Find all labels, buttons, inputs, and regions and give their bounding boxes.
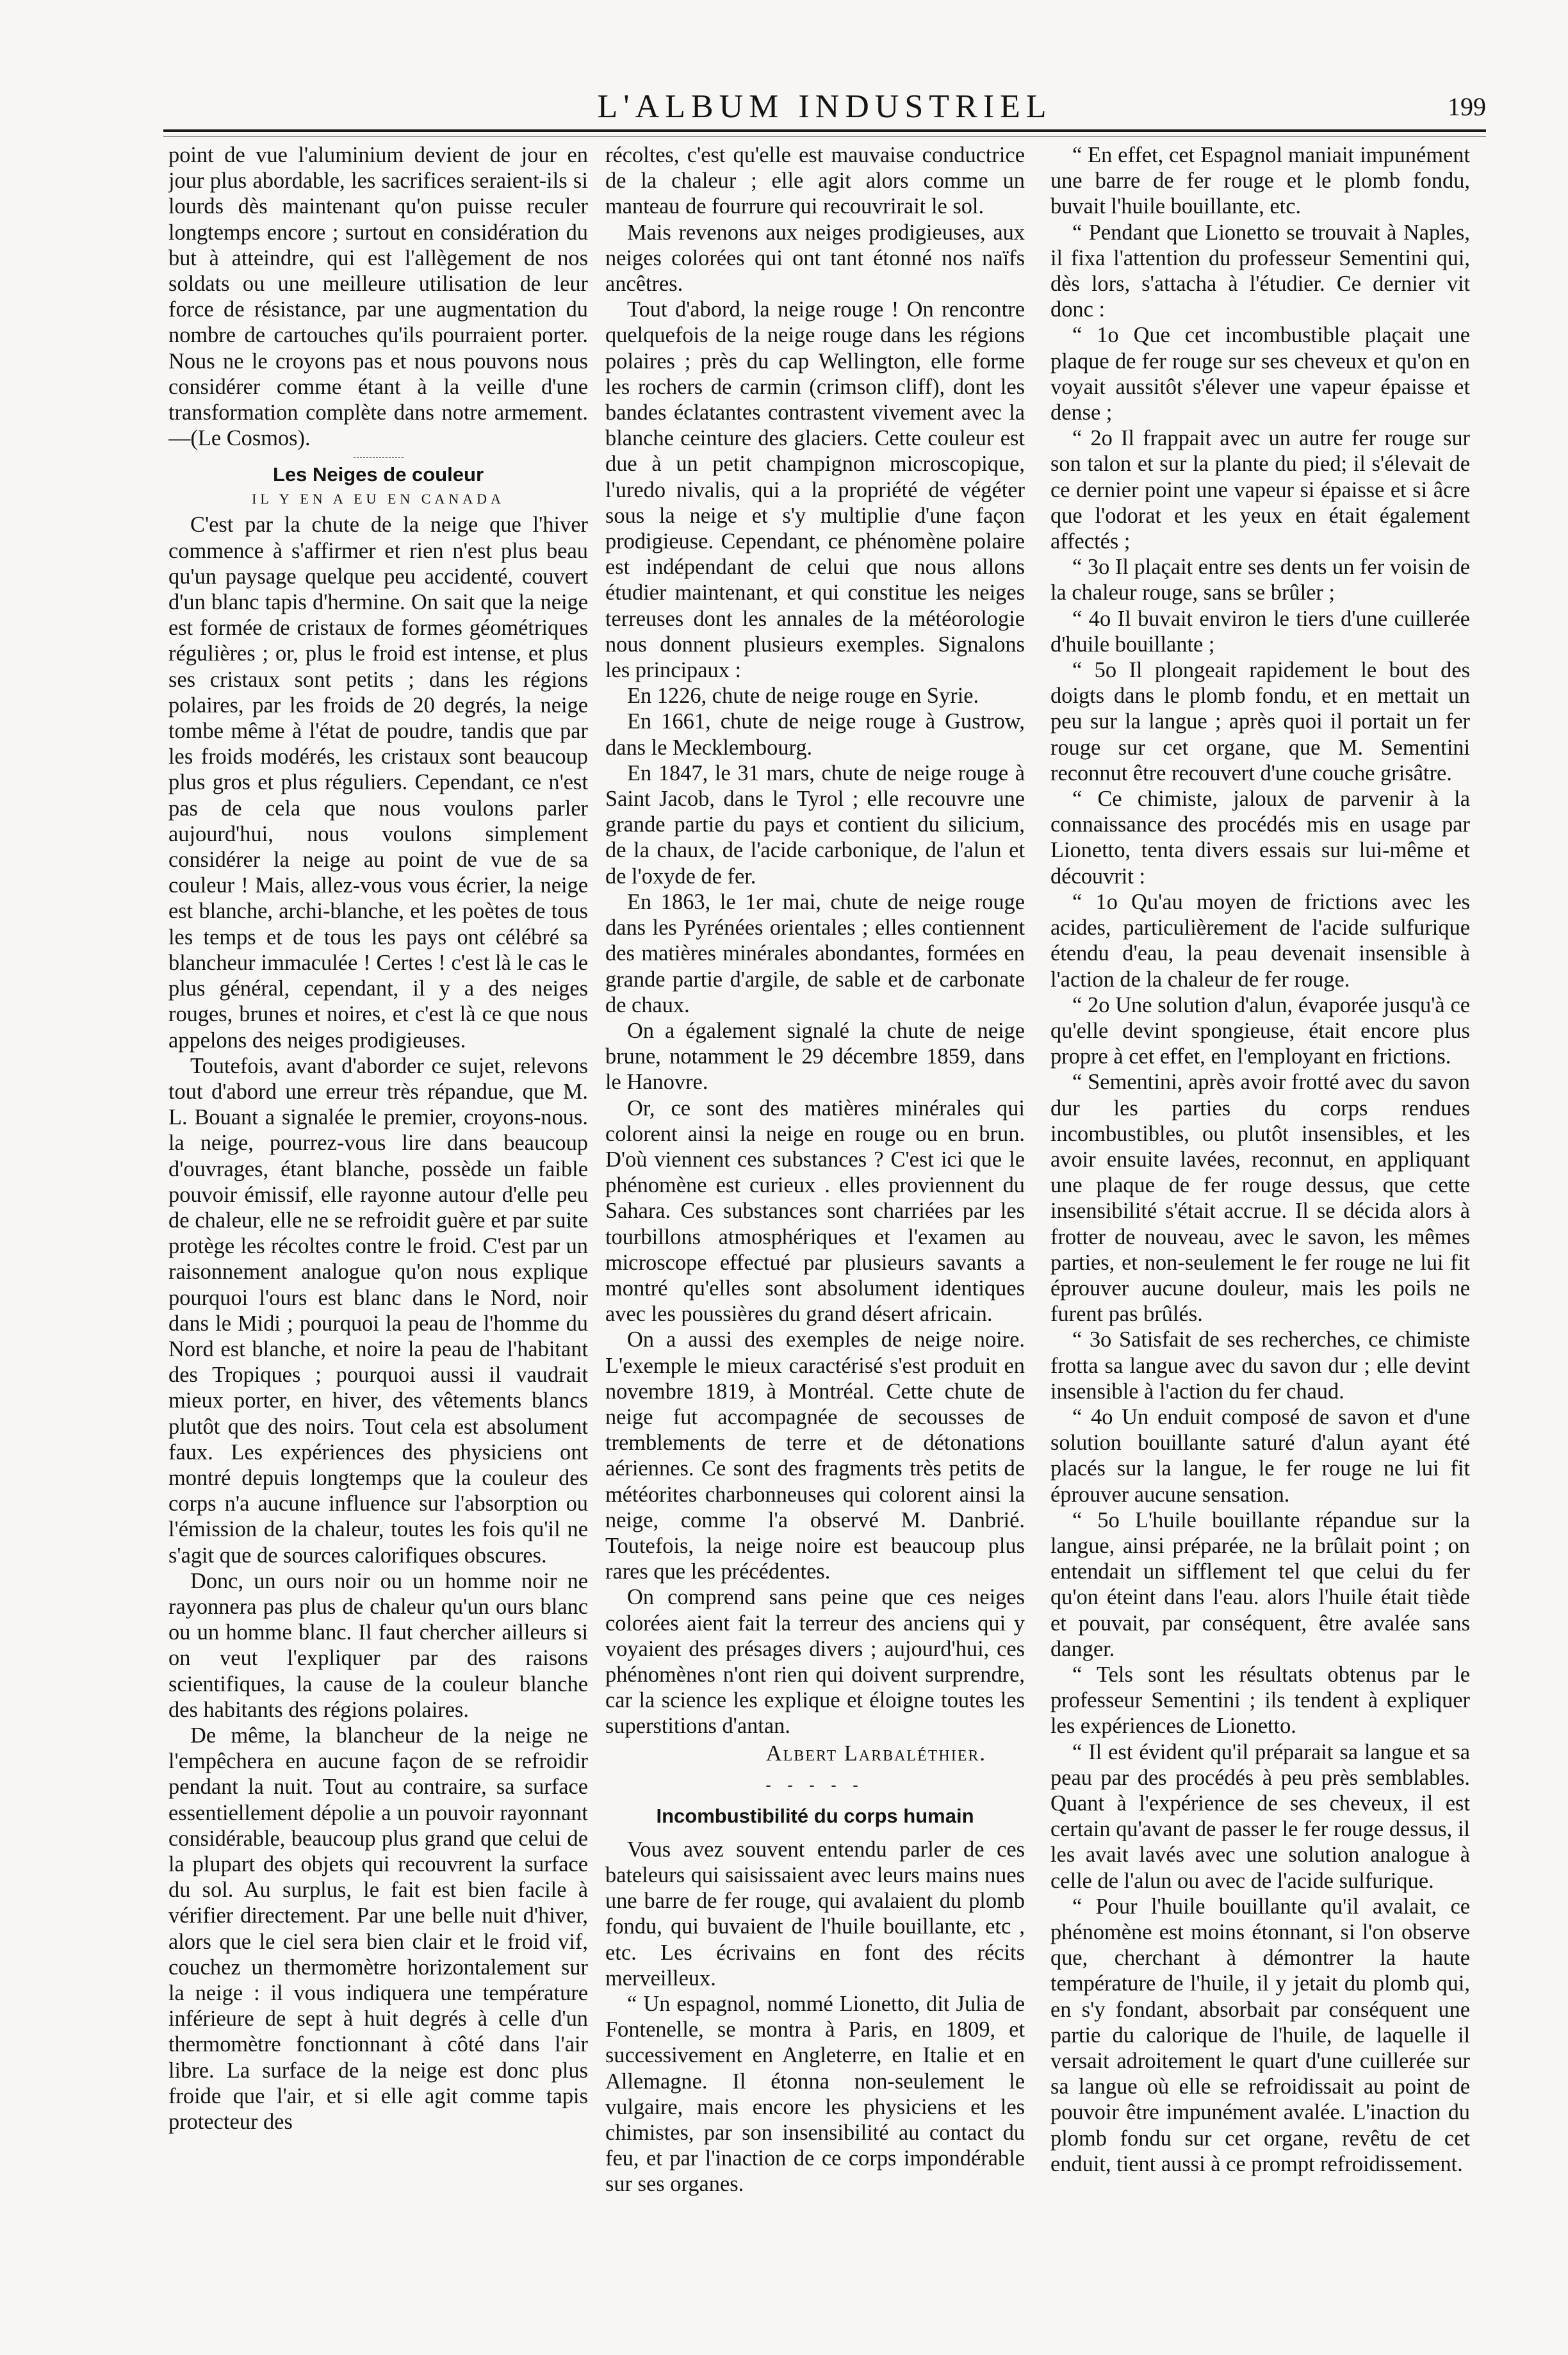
column-1 — [168, 142, 588, 2308]
paragraph: récoltes, c'est qu'elle est mauvaise conductrice de la chaleur ; elle agit alors comme un manteau de fourrure qui recouvrirait le sol. — [605, 143, 1025, 219]
paragraph: Or, ce sont des matières minérales qui colorent ainsi la neige en rouge ou en brun. D'où viennent ces substances ? C'est ici que le phénomène est curieux . elles proviennent du Sahara. Ces substances sont charriées par les tourbillons atmosphériques et l'examen au microscope effectué par plusieurs savants a montré qu'elles sont absolument identiques avec les poussières du grand désert africain. — [605, 1095, 1025, 1327]
paragraph: “ 5o Il plongeait rapidement le bout des doigts dans le plomb fondu, et en mettait un peu sur la langue ; après quoi il portait un fer rouge sur cet organe, que M. Sementini reconnut être recouvert d'une couche grisâtre. — [1050, 658, 1470, 785]
paragraph: En 1863, le 1er mai, chute de neige rouge dans les Pyrénées orientales ; elles contiennent des matières minérales abondantes, formées en grande partie d'argile, de sable et de carbonate de chaux. — [605, 889, 1025, 1017]
paragraph: “ Pendant que Lionetto se trouvait à Naples, il fixa l'attention du professeur Sementini qui, dès lors, s'attacha à l'étudier. Ce dernier vit donc : — [1050, 220, 1470, 322]
paragraph: point de vue l'aluminium devient de jour en jour plus abordable, les sacrifices seraient-ils si lourds dès maintenant qu'on puisse reculer longtemps encore ; surtout en considération du but à atteindre, qui est l'allègement de nos soldats ou une meilleure utilisation de leur force de résistance, par une augmentation du nombre de cartouches qu'ils pourraient porter. Nous ne le croyons pas et nous pouvons nous considérer comme étant à la veille d'une transformation complète dans notre armement.—(Le Cosmos). — [168, 143, 588, 451]
column-3 — [1050, 142, 1470, 2308]
paragraph: Toutefois, avant d'aborder ce sujet, relevons tout d'abord une erreur très répandue, que M. L. Bouant a signalée le premier, croyons-nous. la neige, pourrez-vous lire dans beaucoup d'ouvrages, étant blanche, possède un faible pouvoir émissif, elle rayonne autour d'elle peu de chaleur, elle ne se refroidit guère et par suite protège les récoltes contre le froid. C'est par un raisonnement analogue qu'on nous explique pourquoi l'ours est blanc dans le Nord, noir dans le Midi ; pourquoi la peau de l'homme du Nord est blanche, et noire la peau de l'habitant des Tropiques ; pourquoi aussi il vaudrait mieux porter, en hiver, des vêtements blancs plutôt que des noirs. Tout cela est absolument faux. Les expériences des physiciens ont montré depuis longtemps que la couleur des corps n'a aucune influence sur l'absorption ou l'émission de la chaleur, toutes les fois qu'il ne s'agit que de sources calorifiques obscures. — [168, 1053, 588, 1568]
header-rule — [163, 129, 1486, 132]
paragraph: On a aussi des exemples de neige noire. L'exemple le mieux caractérisé s'est produit en novembre 1819, à Montréal. Cette chute de neige fut accompagnée de secousses de tremblements de terre et de détonations aériennes. Ce sont des fragments très petits de météorites charbonneuses qui colorent ainsi la neige, comme l'a observé M. Danbrié. Toutefois, la neige noire est beaucoup plus rares que les précédentes. — [605, 1327, 1025, 1584]
paragraph: “ Pour l'huile bouillante qu'il avalait, ce phénomène est moins étonnant, si l'on observe que, cherchant à démontrer la haute température de l'huile, il y jetait du plomb qui, en s'y fondant, absorbait par conséquent une partie du calorique de l'huile, de laquelle il versait adroitement le quart d'une cuillerée sur sa langue où elle se refroidissait au point de pouvoir être impunément avalée. L'inaction du plomb fondu sur cet organe, revêtu de cet enduit, tient aussi à ce prompt refroidissement. — [1050, 1894, 1470, 2176]
paragraph: “ 1o Que cet incombustible plaçait une plaque de fer rouge sur ses cheveux et qu'on en voyait aussitôt s'élever une vapeur épaisse et dense ; — [1050, 323, 1470, 425]
page-header — [163, 88, 1486, 127]
journal-title: L'ALBUM INDUSTRIEL — [597, 88, 1052, 125]
paragraph: “ En effet, cet Espagnol maniait impunément une barre de fer rouge et le plomb fondu, buvait l'huile bouillante, etc. — [1050, 143, 1470, 219]
paragraph: En 1226, chute de neige rouge en Syrie. — [627, 684, 979, 709]
paragraph: “ 5o L'huile bouillante répandue sur la langue, ainsi préparée, ne la brûlait point ; on entendait un sifflement tel que celui du fer qu'on éteint dans l'eau. alors l'huile était tiède et pouvait, par conséquent, être avalée sans danger. — [1050, 1507, 1470, 1661]
paragraph: “ 3o Il plaçait entre ses dents un fer voisin de la chaleur rouge, sans se brûler ; — [1050, 555, 1470, 605]
section-title: Incombustibilité du corps humain — [656, 1804, 974, 1827]
paragraph: Vous avez souvent entendu parler de ces bateleurs qui saisissaient avec leurs mains nues une barre de fer rouge, qui avalaient du plomb fondu, qui buvaient de l'huile bouillante, etc , etc. Les écrivains en font des récits merveilleux. — [605, 1837, 1025, 1990]
column-2 — [605, 142, 1025, 2308]
paragraph: “ Sementini, après avoir frotté avec du savon dur les parties du corps rendues incombustibles, ou plutôt insensibles, et les avoir ensuite lavées, reconnut, en appliquant une plaque de fer rouge dessus, que cette insensibilité s'était accrue. Il se décida alors à frotter de nouveau, avec le savon, les mêmes parties, et non-seulement le fer rouge ne lui fit éprouver aucune douleur, mais les poils ne furent pas brûlés. — [1050, 1070, 1470, 1327]
author-signature: Albert Larbaléthier. — [765, 1741, 986, 1766]
paragraph: C'est par la chute de la neige que l'hiver commence à s'affirmer et rien n'est plus beau qu'un paysage quelque peu accidenté, couvert d'un blanc tapis d'hermine. On sait que la neige est formée de cristaux de formes géométriques régulières ; or, plus le froid est intense, et plus ses cristaux sont petits ; dans les régions polaires, par les froids de 20 degrés, la neige tombe même à l'état de poudre, tandis que par les froids modérés, les cristaux sont beaucoup plus gros et plus réguliers. Cependant, ce n'est pas de cela que nous voulons parler aujourd'hui, nous voulons simplement considérer la neige au point de vue de sa couleur ! Mais, allez-vous vous écrier, la neige est blanche, archi-blanche, et les poètes de tous les temps et de tous les pays ont célébré sa blancheur immaculée ! Certes ! c'est là le cas le plus général, cependant, il y a des neiges rouges, brunes et noires, et c'est là ce que nous appelons des neiges prodigieuses. — [168, 513, 588, 1053]
paragraph: “ Il est évident qu'il préparait sa langue et sa peau par des procédés à peu près semblables. Quant à l'expérience de ses cheveux, il est certain qu'avant de passer le fer rouge dessus, il les avait lavés avec une solution analogue à celle de l'alun ou avec de l'acide sulfurique. — [1050, 1739, 1470, 1893]
paragraph: Mais revenons aux neiges prodigieuses, aux neiges colorées qui ont tant étonné nos naïfs ancêtres. — [605, 220, 1025, 297]
section-subtitle: IL Y EN A EU EN CANADA — [252, 491, 505, 507]
separator — [354, 457, 404, 458]
paragraph: En 1847, le 31 mars, chute de neige rouge à Saint Jacob, dans le Tyrol ; elle recouvre une grande partie du pays et contient du silicium, de la chaux, de l'acide carbonique, de l'alun et de l'oxyde de fer. — [605, 760, 1025, 889]
paragraph: On comprend sans peine que ces neiges colorées aient fait la terreur des anciens qui y voyaient des présages divers ; aujourd'hui, ces phénomènes n'ont rien qui doivent surprendre, car la science les explique et éloigne toutes les superstitions d'antan. — [605, 1585, 1025, 1739]
paragraph: “ 2o Il frappait avec un autre fer rouge sur son talon et sur la plante du pied; il s'élevait de ce dernier point une vapeur si épaisse et si âcre que l'odorat et les yeux en était également affectés ; — [1050, 426, 1470, 554]
paragraph: “ 4o Il buvait environ le tiers d'une cuillerée d'huile bouillante ; — [1050, 606, 1470, 657]
paragraph: On a également signalé la chute de neige brune, notamment le 29 décembre 1859, dans le Hanovre. — [605, 1018, 1025, 1095]
section-title: Les Neiges de couleur — [272, 463, 484, 486]
paragraph: Tout d'abord, la neige rouge ! On rencontre quelquefois de la neige rouge dans les régions polaires ; près du cap Wellington, elle forme les rochers de carmin (crimson cliff), dont les bandes éclatantes contrastent vivement avec la blanche ceinture des glaciers. Cette couleur est due à un petit champignon microscopique, l'uredo nivalis, qui a la propriété de végéter sous la neige et s'y multiplie d'une façon prodigieuse. Cependant, ce phénomène polaire est indépendant de celui que nous allons étudier maintenant, et qui constitue les neiges terreuses dont les annales de la météorologie nous donnent plusieurs exemples. Signalons les principaux : — [605, 297, 1025, 683]
paragraph: “ 2o Une solution d'alun, évaporée jusqu'à ce qu'elle devint spongieuse, était encore plus propre à cet effet, en l'employant en frictions. — [1050, 992, 1470, 1069]
page-number: 199 — [1448, 92, 1486, 121]
paragraph: “ 1o Qu'au moyen de frictions avec les acides, particulièrement de l'acide sulfurique étendu d'eau, la peau devenait insensible à l'action de la chaleur de fer rouge. — [1050, 889, 1470, 992]
separator: - - - - - — [765, 1777, 865, 1794]
paragraph: “ 3o Satisfait de ses recherches, ce chimiste frotta sa langue avec du savon dur ; elle devint insensible à l'action du fer chaud. — [1050, 1327, 1470, 1404]
paragraph: “ Ce chimiste, jaloux de parvenir à la connaissance des procédés mis en usage par Lionetto, tenta divers essais sur lui-même et découvrit : — [1050, 787, 1470, 889]
paragraph: “ 4o Un enduit composé de savon et d'une solution bouillante saturé d'alun ayant été placés sur la langue, le fer rouge ne lui fit éprouver aucune sensation. — [1050, 1404, 1470, 1507]
paragraph: “ Tels sont les résultats obtenus par le professeur Sementini ; ils tendent à expliquer les expériences de Lionetto. — [1050, 1662, 1470, 1739]
paragraph: En 1661, chute de neige rouge à Gustrow, dans le Mecklembourg. — [605, 709, 1025, 760]
paragraph: “ Un espagnol, nommé Lionetto, dit Julia de Fontenelle, se montra à Paris, en 1809, et successivement en Angleterre, en Italie et en Allemagne. Il étonna non-seulement le vulgaire, mais encore les physiciens et les chimistes, par son insensibilité au contact du feu, et par l'inaction de ce corps impondérable sur ses organes. — [605, 1992, 1025, 2197]
paragraph: Donc, un ours noir ou un homme noir ne rayonnera pas plus de chaleur qu'un ours blanc ou un homme blanc. Il faut chercher ailleurs si on veut l'expliquer par des raisons scientifiques, la cause de la couleur blanche des habitants des régions polaires. — [168, 1568, 588, 1722]
paragraph: De même, la blancheur de la neige ne l'empêchera en aucune façon de se refroidir pendant la nuit. Tout au contraire, sa surface essentiellement dépolie a un pouvoir rayonnant considérable, beaucoup plus grand que celui de la plupart des objets qui recouvrent la surface du sol. Au surplus, le fait est bien facile à vérifier directement. Par une belle nuit d'hiver, alors que le ciel sera bien clair et le froid vif, couchez un thermomètre horizontalement sur la neige : il vous indiquera une température inférieure de sept à huit degrés à celle d'un thermomètre fonctionnant à côté dans l'air libre. La surface de la neige est donc plus froide que l'air, et si elle agit comme tapis protecteur des — [168, 1723, 588, 2135]
spacer — [605, 1829, 1025, 1837]
